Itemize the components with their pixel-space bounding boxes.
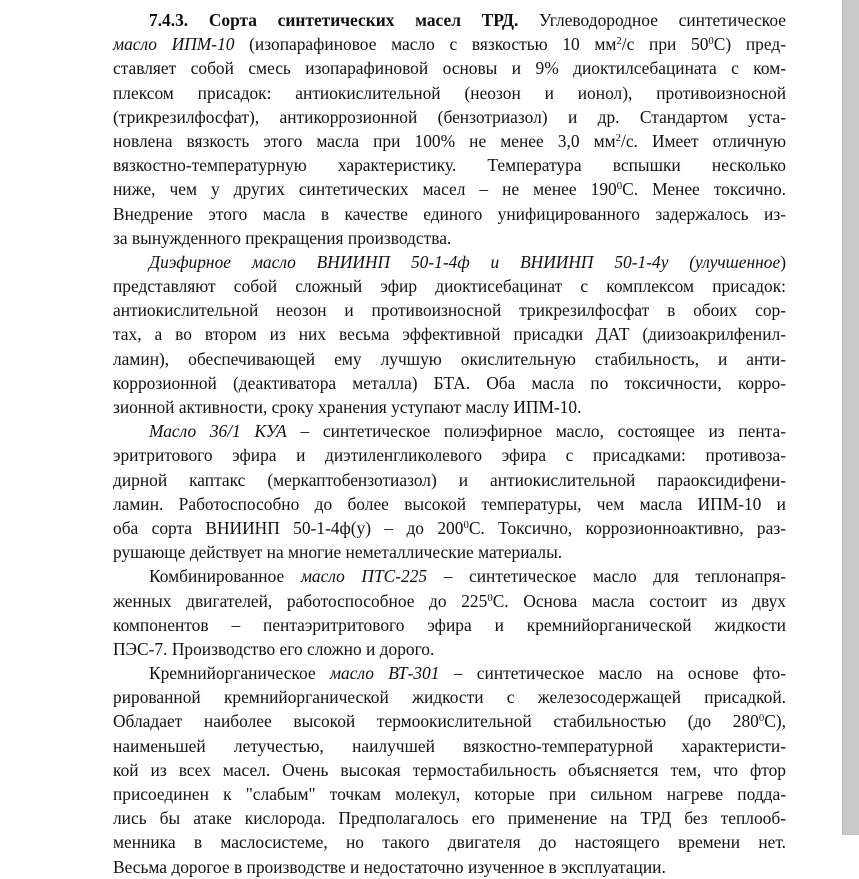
text-line: зионной активности, сроку хранения уступают маслу ИПМ-10.	[113, 397, 582, 417]
text-line: эритритового эфира и диэтиленгликолевого эфира с присадками: противоза-	[113, 445, 786, 466]
text-line: Масло 36/1 КУА – синтетическое полиэфирное масло, состоящее из пента-	[149, 421, 786, 442]
document-text	[113, 8, 786, 879]
oil-name: Диэфирное масло ВНИИНП 50-1-4ф и ВНИИНП 50-1-4у (улучшенное	[149, 251, 781, 272]
text-line: тах, а во втором из них весьма эффективной присадки ДАТ (диизоакрилфенил-	[113, 324, 786, 345]
text-line: коррозионной (деактиватора металла) БТА. Оба масла по токсичности, корро-	[113, 372, 786, 393]
text-line: лись бы атаке кислорода. Предполагалось его применение на ТРД без теплооб-	[113, 808, 786, 829]
text-line: рушающе действует на многие неметаллические материалы.	[113, 542, 563, 563]
oil-name: масло ПТС-225	[300, 566, 428, 587]
text-line: рированной кремнийорганической жидкости с железосодержащей присадкой.	[113, 687, 786, 708]
text-line: ниже, чем у других синтетических масел – не менее $190^0С$. Менее токсично.	[113, 179, 786, 200]
text-line: Диэфирное масло ВНИИНП 50-1-4ф и ВНИИНП 50-1-4у (улучшенное)	[149, 251, 786, 272]
oil-name: Масло 36/1 КУА	[149, 421, 287, 442]
text-line: новлена вязкость этого масла при 100% не менее 3,0 $мм^2/с$. Имеет отличную	[113, 130, 786, 151]
section-heading: 7.4.3. Сорта синтетических масел ТРД.	[149, 10, 519, 30]
text-line: наименьшей летучестью, наилучшей вязкостно-температурной характеристи-	[113, 735, 786, 756]
text-line: присоединен к "слабым" точкам молекул, которые при сильном нагреве подда-	[113, 784, 786, 804]
text-line: Весьма дорогое в производстве и недостаточно изученное в эксплуатации.	[113, 856, 666, 877]
oil-name: масло ИПМ-10	[113, 34, 235, 55]
text-line: Комбинированное масло ПТС-225 – синтетическое масло для теплонапря-	[149, 566, 786, 587]
text-line: за вынужденного прекращения производства.	[113, 227, 452, 248]
text-line: плексом присадок: антиокислительной (неозон и ионол), противоизносной	[113, 82, 786, 103]
text-line: (трикрезилфосфат), антикоррозионной (бензотриазол) и др. Стандартом уста-	[113, 106, 786, 127]
text-line: ПЭС-7. Производство его сложно и дорого.	[113, 638, 435, 659]
text-line: масло ИПМ-10 (изопарафиновое масло с вязкостью 10 $мм^2/с$ при $50^0С$) пред-	[113, 34, 786, 55]
text-line: дирной каптакс (меркаптобензотиазол) и антиокислительной параоксидифени-	[113, 469, 786, 490]
text-line: Кремнийорганическое масло ВТ-301 – синтетическое масло на основе фто-	[149, 663, 786, 684]
oil-name: масло ВТ-301	[329, 663, 440, 684]
text-line: кой из всех масел. Очень высокая термостабильность объясняется тем, что фтор	[113, 759, 786, 780]
text-line: 7.4.3. Сорта синтетических масел ТРД. Углеводородное синтетическое	[149, 10, 786, 30]
text-line: Внедрение этого масла в качестве единого унифицированного задержалось из-	[113, 203, 786, 224]
text-line: компонентов – пентаэритритового эфира и кремнийорганической жидкости	[113, 614, 786, 635]
text-line: ламин. Работоспособно до более высокой температуры, чем масла ИПМ-10 и	[113, 493, 786, 514]
text-line: оба сорта ВНИИНП 50-1-4ф(у) – до $200^0С$. Токсично, коррозионноактивно, раз-	[113, 517, 786, 538]
text-line: ставляет собой смесь изопарафиновой основы и 9% диоктилсебацината с ком-	[113, 58, 786, 79]
text-line: женных двигателей, работоспособное до $225^0С$. Основа масла состоит из двух	[113, 590, 786, 611]
text-line: Обладает наиболее высокой термоокислительной стабильностью (до $280^0С$),	[113, 711, 786, 732]
text-line: менника в маслосистеме, но такого двигателя до настоящего времени нет.	[113, 832, 786, 853]
text-line: антиокислительной неозон и противоизносной трикрезилфосфат в обоих сор-	[113, 300, 786, 321]
scrollbar-track[interactable]	[842, 0, 859, 835]
text-line: вязкостно-температурную характеристику. Температура вспышки несколько	[113, 155, 786, 176]
text-line: ламин), обеспечивающей ему лучшую окислительную стабильность, и анти-	[113, 348, 786, 369]
text-line: представляют собой сложный эфир диоктисебацинат с комплексом присадок:	[113, 276, 786, 297]
